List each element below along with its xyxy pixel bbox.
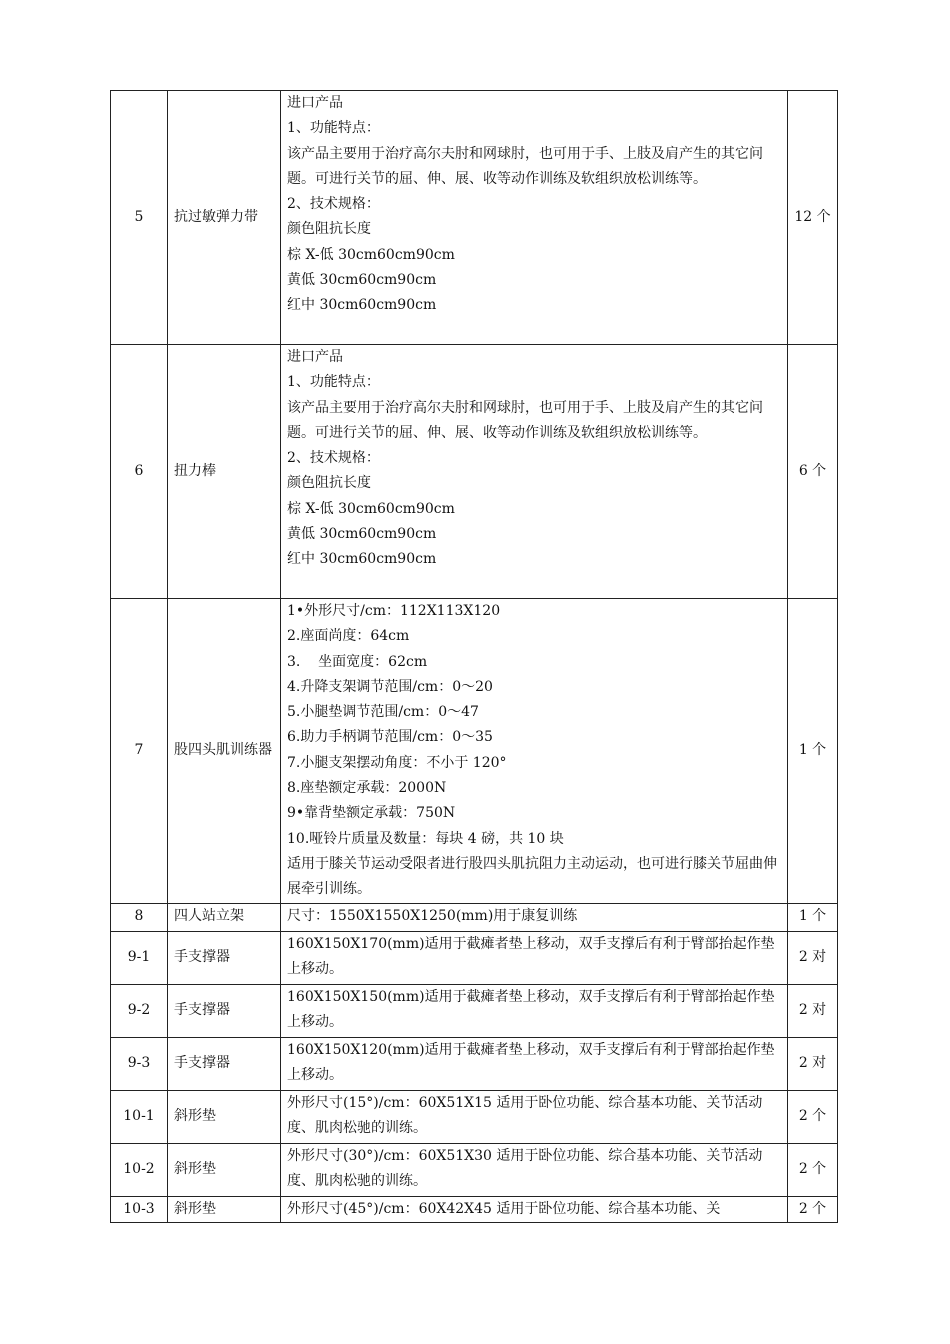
description-line: 黄低 30cm60cm90cm [287,526,437,543]
description-line: 3. 坐面宽度：62cm [287,653,428,670]
description-line: 颜色阻抗长度 [287,475,371,492]
description-line: 9•靠背垫额定承载：750N [287,805,456,822]
item-description [281,345,788,599]
description-line: 7.小腿支架摆动角度：不小于 120° [287,754,507,771]
item-number: 10-2 [111,1143,168,1196]
item-description [281,1196,788,1222]
description-line: 5.小腿垫调节范围/cm：0〜47 [287,704,479,721]
description-line: 160X150X120(mm)适用于截瘫者垫上移动，双手支撑后有利于臂部抬起作垫上移动。 [287,1041,775,1083]
description-line: 进口产品 [287,349,343,365]
item-name: 斜形垫 [168,1196,281,1222]
item-quantity: 12 个 [788,91,838,345]
description-line: 红中 30cm60cm90cm [287,551,437,568]
description-line: 外形尺寸(45°)/cm：60X42X45 适用于卧位功能、综合基本功能、关 [287,1200,721,1217]
description-line: 进口产品 [287,95,343,111]
item-description [281,1143,788,1196]
item-number: 9-3 [111,1037,168,1090]
description-line: 棕 X-低 30cm60cm90cm [287,246,455,263]
item-quantity: 2 对 [788,984,838,1037]
item-number: 9-2 [111,984,168,1037]
item-number: 6 [111,345,168,599]
item-description [281,91,788,345]
description-line: 4.升降支架调节范围/cm：0〜20 [287,678,493,695]
item-quantity: 1 个 [788,903,838,931]
item-description [281,931,788,984]
description-line: 1、功能特点： [287,120,380,137]
item-number: 7 [111,599,168,904]
description-line: 颜色阻抗长度 [287,221,371,238]
table-row [111,1143,838,1196]
item-name: 扭力棒 [168,345,281,599]
item-description [281,1037,788,1090]
item-quantity: 2 对 [788,931,838,984]
item-number: 10-1 [111,1090,168,1143]
item-number: 5 [111,91,168,345]
description-line: 该产品主要用于治疗高尔夫肘和网球肘，也可用于手、上肢及肩产生的其它问题。可进行关节的屈、伸、展、收等动作训练及软组织放松训练等。 [287,145,763,187]
table-row [111,599,838,904]
item-quantity: 2 个 [788,1143,838,1196]
description-line: 2、技术规格： [287,450,380,467]
item-name: 抗过敏弹力带 [168,91,281,345]
table-row [111,984,838,1037]
item-quantity: 2 个 [788,1090,838,1143]
item-quantity: 1 个 [788,599,838,904]
item-name: 手支撑器 [168,984,281,1037]
description-line: 10.哑铃片质量及数量：每块 4 磅，共 10 块 [287,830,564,847]
description-line: 尺寸：1550X1550X1250(mm)用于康复训练 [287,907,578,924]
item-name: 手支撑器 [168,1037,281,1090]
description-line: 1、功能特点： [287,374,380,391]
item-name: 斜形垫 [168,1143,281,1196]
item-description [281,1090,788,1143]
item-quantity: 2 对 [788,1037,838,1090]
description-line: 2.座面尚度：64cm [287,628,410,645]
description-line: 外形尺寸(15°)/cm：60X51X15 适用于卧位功能、综合基本功能、关节活动度、肌肉松驰的训练。 [287,1094,763,1136]
description-line: 黄低 30cm60cm90cm [287,272,437,289]
description-line: 2、技术规格： [287,196,380,213]
table-row [111,931,838,984]
description-line: 外形尺寸(30°)/cm：60X51X30 适用于卧位功能、综合基本功能、关节活动度、肌肉松驰的训练。 [287,1147,763,1189]
item-description [281,599,788,904]
table-body [111,91,838,1223]
table-row [111,345,838,599]
description-line: 1•外形尺寸/cm：112X113X120 [287,603,501,619]
item-number: 10-3 [111,1196,168,1222]
item-name: 四人站立架 [168,903,281,931]
item-name: 股四头肌训练器 [168,599,281,904]
description-line: 6.助力手柄调节范围/cm：0〜35 [287,729,493,746]
table-row [111,91,838,345]
description-line: 8.座垫额定承载：2000N [287,780,447,797]
description-line: 160X150X170(mm)适用于截瘫者垫上移动，双手支撑后有利于臂部抬起作垫上移动。 [287,935,775,977]
table-row [111,1196,838,1222]
table-row [111,903,838,931]
description-line: 适用于膝关节运动受限者进行股四头肌抗阻力主动运动，也可进行膝关节屈曲伸展牵引训练。 [287,855,777,898]
table-row [111,1037,838,1090]
item-quantity: 6 个 [788,345,838,599]
item-quantity: 2 个 [788,1196,838,1222]
description-line: 红中 30cm60cm90cm [287,297,437,314]
equipment-spec-table [110,90,837,1223]
description-line: 棕 X-低 30cm60cm90cm [287,500,455,517]
item-name: 手支撑器 [168,931,281,984]
table-row [111,1090,838,1143]
item-description [281,984,788,1037]
description-line: 160X150X150(mm)适用于截瘫者垫上移动，双手支撑后有利于臂部抬起作垫上移动。 [287,988,775,1030]
item-number: 9-1 [111,931,168,984]
item-number: 8 [111,903,168,931]
item-description [281,903,788,931]
description-line: 该产品主要用于治疗高尔夫肘和网球肘，也可用于手、上肢及肩产生的其它问题。可进行关节的屈、伸、展、收等动作训练及软组织放松训练等。 [287,399,763,441]
item-name: 斜形垫 [168,1090,281,1143]
spec-table [110,90,838,1223]
